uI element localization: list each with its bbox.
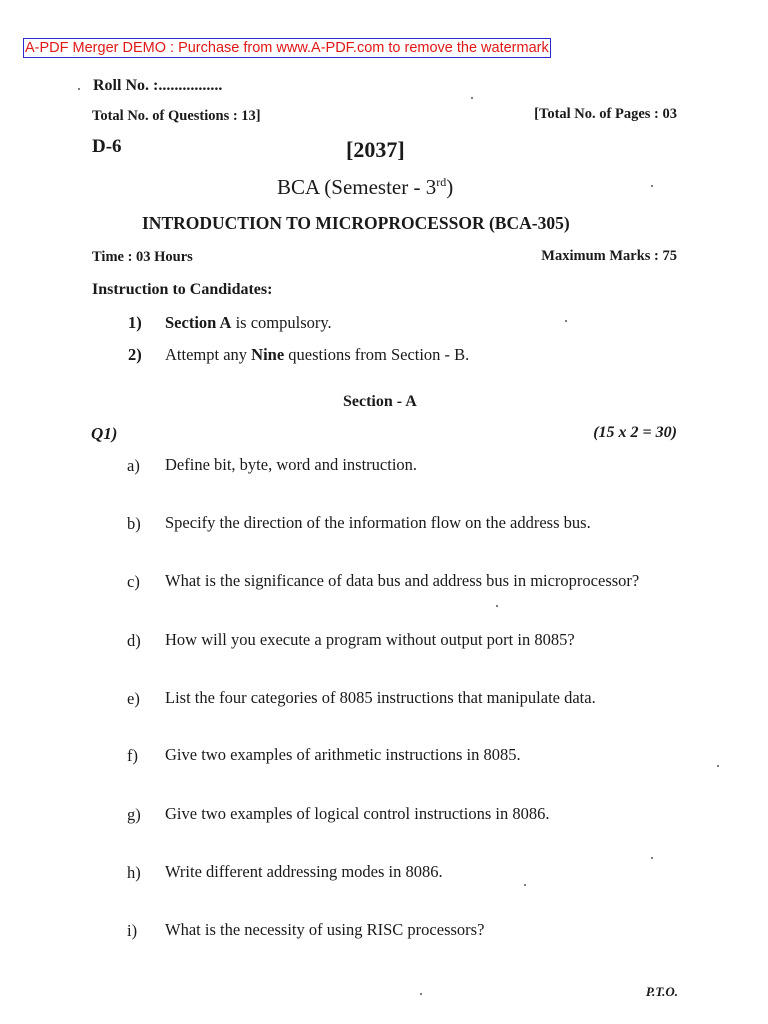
instruction-item [165, 313, 332, 333]
instruction-number: 1) [128, 313, 142, 332]
instruction-item [165, 345, 469, 365]
part-text: List the four categories of 8085 instructions that manipulate data. [165, 688, 596, 707]
exam-time: Time : 03 Hours [92, 249, 193, 265]
total-questions: Total No. of Questions : 13] [92, 108, 261, 124]
watermark-banner: A-PDF Merger DEMO : Purchase from www.A-PDF.com to remove the watermark [25, 40, 549, 56]
instruction-emphasis: Section A [165, 313, 232, 332]
part-label: d) [127, 631, 141, 650]
scan-speck [524, 884, 526, 886]
total-pages: [Total No. of Pages : 03 [534, 106, 677, 122]
part-label: i) [127, 921, 138, 940]
paper-number: [2037] [346, 137, 405, 162]
scan-speck [496, 605, 498, 607]
scan-speck [651, 185, 653, 187]
instruction-text: questions from Section - B. [284, 345, 470, 364]
question-marks: (15 x 2 = 30) [593, 424, 677, 441]
scan-speck [717, 765, 719, 767]
question-number: Q1) [91, 424, 118, 443]
roll-number: Roll No. :................ [93, 77, 223, 94]
scan-speck [565, 320, 567, 322]
part-text: Define bit, byte, word and instruction. [165, 455, 418, 474]
part-text: Write different addressing modes in 8086. [165, 862, 443, 881]
part-text: Give two examples of arithmetic instructions in 8085. [165, 745, 521, 764]
part-text: What is the necessity of using RISC processors? [165, 920, 485, 939]
instructions-heading: Instruction to Candidates: [92, 281, 273, 298]
part-label: a) [127, 456, 140, 475]
page-turn-over: P.T.O. [645, 984, 678, 999]
part-text: Give two examples of logical control instructions in 8086. [165, 804, 550, 823]
instruction-text: is compulsory. [231, 313, 332, 332]
part-label: h) [127, 863, 141, 882]
course-title [277, 175, 453, 200]
instruction-number: 2) [128, 345, 142, 364]
subject-title: INTRODUCTION TO MICROPROCESSOR (BCA-305) [142, 213, 570, 233]
maximum-marks: Maximum Marks : 75 [541, 248, 677, 264]
part-text: How will you execute a program without output port in 8085? [165, 630, 575, 649]
course-close: ) [446, 175, 454, 199]
scan-speck [420, 993, 422, 995]
part-text: What is the significance of data bus and address bus in microprocessor? [165, 571, 640, 590]
part-label: g) [127, 805, 141, 824]
scan-speck [651, 857, 653, 859]
course-superscript: rd [436, 175, 447, 189]
course-name: BCA (Semester - 3 [277, 175, 437, 199]
section-title: Section - A [343, 393, 417, 410]
paper-code: D-6 [92, 136, 122, 157]
part-label: f) [127, 746, 138, 765]
instruction-emphasis: Nine [251, 345, 285, 364]
part-text: Specify the direction of the information flow on the address bus. [165, 513, 591, 532]
part-label: b) [127, 514, 141, 533]
part-label: e) [127, 689, 140, 708]
instruction-text: Attempt any [165, 345, 252, 364]
part-label: c) [127, 572, 140, 591]
scan-speck [78, 88, 80, 90]
scan-speck [471, 97, 473, 99]
